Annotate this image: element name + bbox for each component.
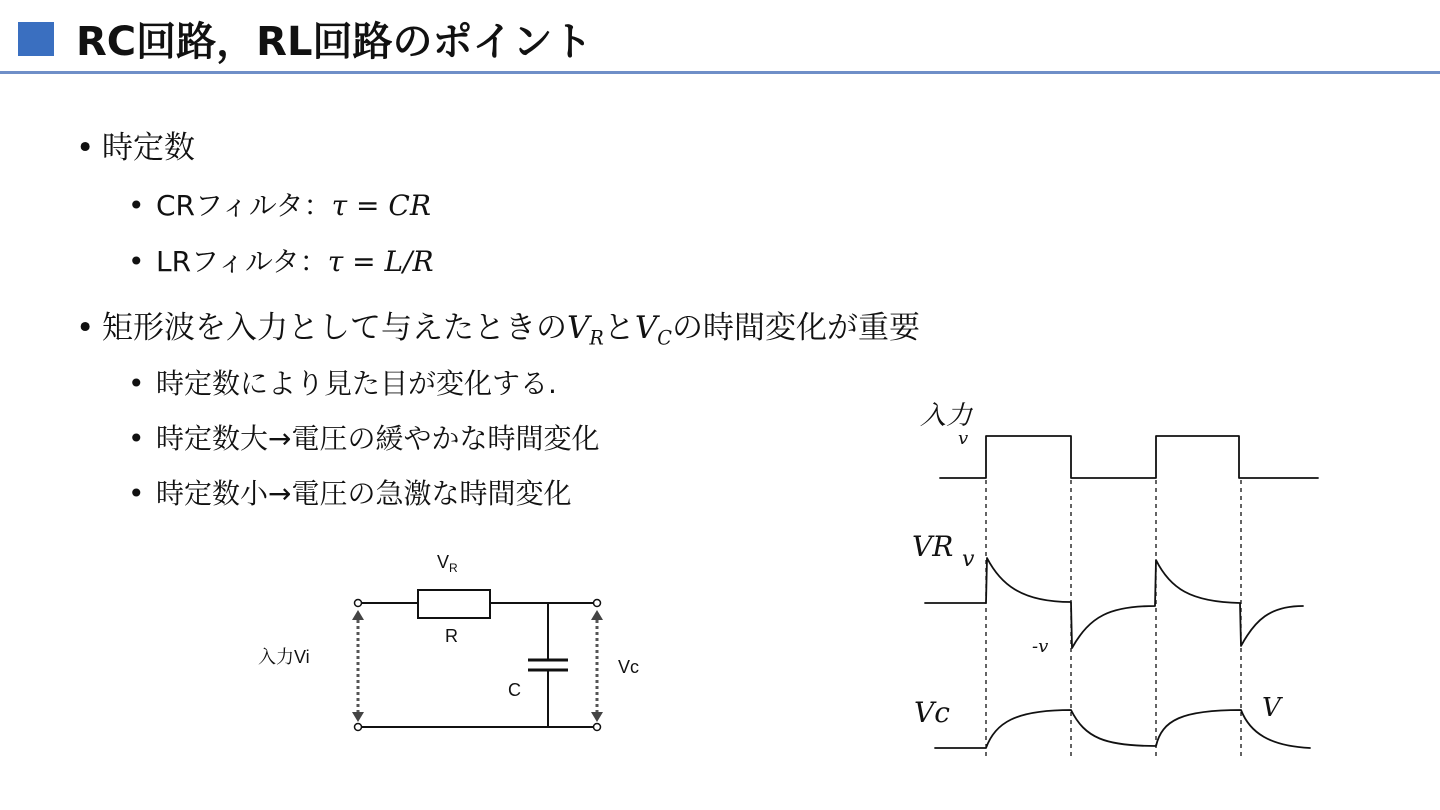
- rect-wave-before: 矩形波を入力として与えたときの: [102, 310, 567, 346]
- vc-symbol: V: [634, 310, 658, 346]
- rect-wave-middle: と: [603, 310, 635, 346]
- bullet-sub1: • 時定数により見た目が変化する.: [128, 367, 557, 400]
- bullet-text: 時定数により見た目が変化する.: [156, 367, 557, 400]
- wave-input-v: v: [958, 428, 969, 449]
- vr-waveform: [925, 558, 1303, 648]
- input-arrow-head-down: [352, 712, 364, 722]
- slide-title: RC回路，RL回路のポイント: [76, 19, 593, 65]
- rect-wave-after: の時間変化が重要: [671, 310, 920, 346]
- bullet-sub3: • 時定数小→電圧の急激な時間変化: [128, 477, 572, 510]
- bullet-cr-filter: • CRフィルタ：τ = CR: [128, 189, 431, 222]
- wave-neg-v: -v: [1032, 636, 1049, 657]
- lr-filter-formula: τ = L/R: [327, 245, 434, 278]
- terminal-in-bottom: [355, 724, 362, 731]
- input-vi-label: 入力Vi: [258, 647, 310, 667]
- bullet-text: 時定数: [102, 130, 195, 166]
- bullet-sub2: • 時定数大→電圧の緩やかな時間変化: [128, 422, 600, 455]
- terminal-in-top: [355, 600, 362, 607]
- terminal-out-bottom: [594, 724, 601, 731]
- cr-filter-label: CRフィルタ：: [156, 189, 332, 222]
- vc-waveform: [935, 710, 1310, 748]
- vr-subscript: R: [589, 326, 604, 350]
- wave-vr-v: v: [962, 547, 975, 572]
- title-bar: [0, 0, 1440, 74]
- bullet-rect-wave: • 矩形波を入力として与えたときの$V_R$と$V_C$の時間変化が重要: [76, 310, 920, 350]
- wave-input-label: 入力: [920, 401, 973, 431]
- wave-vc-label: Vc: [914, 696, 950, 729]
- input-arrow-head-up: [352, 610, 364, 620]
- vr-label: $V_R$: [437, 552, 458, 575]
- capacitor-label: C: [508, 680, 521, 700]
- resistor-label: R: [445, 626, 458, 646]
- lr-filter-label: LRフィルタ：: [156, 245, 328, 278]
- cr-filter-formula: τ = CR: [331, 189, 431, 222]
- waveform-sketch: [900, 388, 1330, 768]
- resistor: [418, 590, 490, 618]
- title-rule: [0, 71, 1440, 74]
- wave-vc-v: V: [1262, 693, 1281, 723]
- output-arrow-head-down: [591, 712, 603, 722]
- bullet-text: 時定数大→電圧の緩やかな時間変化: [156, 422, 600, 455]
- output-arrow-head-up: [591, 610, 603, 620]
- wave-vr-label: VR: [912, 530, 954, 563]
- input-square-wave: [940, 436, 1318, 478]
- bullet-lr-filter: • LRフィルタ：τ = L/R: [128, 245, 434, 278]
- bullet-text: 時定数小→電圧の急激な時間変化: [156, 477, 572, 510]
- terminal-out-top: [594, 600, 601, 607]
- vc-output-label: Vc: [618, 657, 640, 677]
- bullet-time-constant: • 時定数: [76, 130, 195, 166]
- vr-symbol: V: [567, 310, 590, 346]
- title-square-icon: [18, 22, 54, 56]
- rc-circuit-diagram: [240, 540, 660, 750]
- vc-subscript: C: [657, 326, 672, 350]
